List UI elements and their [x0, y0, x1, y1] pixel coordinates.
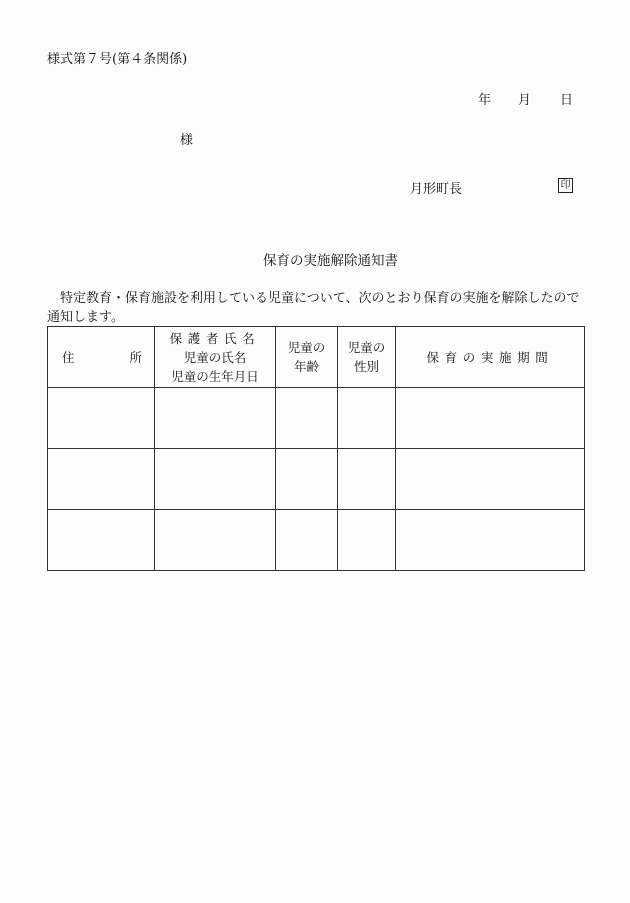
cell-sex[interactable]	[338, 388, 396, 449]
header-address-left: 住	[62, 349, 75, 365]
header-address	[48, 327, 155, 388]
table-row	[48, 388, 585, 449]
cell-address[interactable]	[48, 388, 155, 449]
header-guardian-name: 保護者氏名	[169, 330, 261, 346]
cell-age[interactable]	[276, 449, 338, 510]
seal-mark: 印	[558, 178, 573, 193]
header-child-sex	[338, 327, 396, 388]
cell-names[interactable]	[155, 510, 276, 571]
header-child-birthdate: 児童の生年月日	[171, 368, 259, 384]
header-child-sex-line2: 性別	[353, 359, 379, 374]
date-year-label: 年	[478, 93, 492, 108]
date-day-label: 日	[560, 93, 574, 108]
cell-age[interactable]	[276, 388, 338, 449]
document-title: 保育の実施解除通知書	[263, 253, 398, 269]
cell-period[interactable]	[396, 449, 585, 510]
table-row	[48, 510, 585, 571]
cell-period[interactable]	[396, 388, 585, 449]
sender-name: 月形町長	[410, 182, 463, 197]
form-number: 様式第７号(第４条関係)	[47, 52, 188, 67]
header-address-right: 所	[129, 349, 142, 365]
cell-sex[interactable]	[338, 510, 396, 571]
notice-table	[47, 326, 585, 571]
cell-address[interactable]	[48, 510, 155, 571]
header-child-sex-line1: 児童の	[347, 340, 386, 355]
header-child-age-line1: 児童の	[287, 340, 326, 355]
header-period-label: 保育の実施期間	[426, 349, 554, 365]
header-period	[396, 327, 585, 388]
table-header-row	[48, 327, 585, 388]
cell-age[interactable]	[276, 510, 338, 571]
cell-period[interactable]	[396, 510, 585, 571]
cell-address[interactable]	[48, 449, 155, 510]
header-child-name: 児童の氏名	[183, 349, 247, 365]
cell-sex[interactable]	[338, 449, 396, 510]
date-line	[478, 89, 573, 108]
addressee-suffix: 様	[180, 133, 194, 148]
header-names	[155, 327, 276, 388]
cell-names[interactable]	[155, 449, 276, 510]
body-text: 特定教育・保育施設を利用している児童について、次のとおり保育の実施を解除したので通知します。	[47, 291, 580, 325]
date-month-label: 月	[518, 93, 532, 108]
table-row	[48, 449, 585, 510]
cell-names[interactable]	[155, 388, 276, 449]
header-child-age	[276, 327, 338, 388]
header-child-age-line2: 年齢	[293, 359, 319, 374]
